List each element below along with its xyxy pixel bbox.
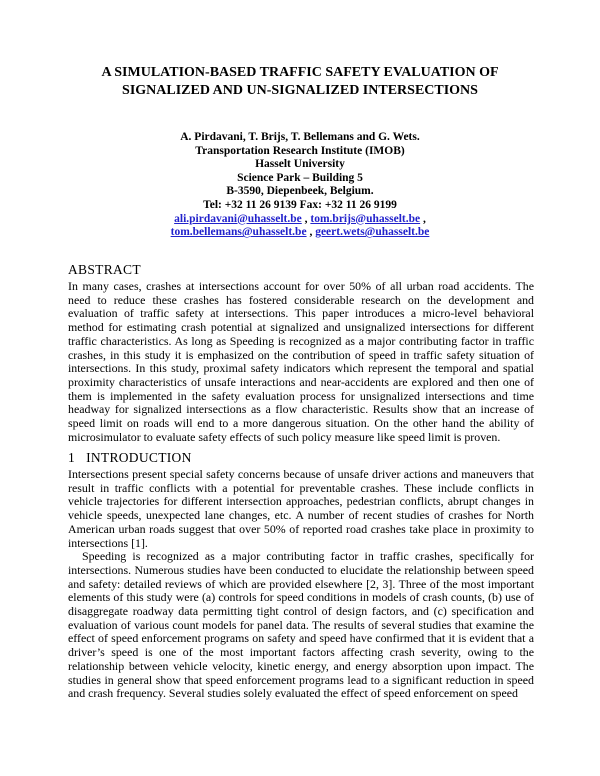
- introduction-heading: [68, 449, 534, 466]
- author-university: Hasselt University: [255, 158, 345, 171]
- abstract-heading: ABSTRACT: [68, 262, 141, 277]
- author-address-line2: B-3590, Diepenbeek, Belgium.: [226, 185, 374, 198]
- introduction-heading-label: INTRODUCTION: [86, 450, 192, 465]
- abstract-paragraph: In many cases, crashes at intersections account for over 50% of all urban road accidents. The need to reduce these crashes has fostered considerable research on the development and evaluation of traffic safety at intersections. This paper introduces a micro-level behavioral method for estimating crash potential at signalized and unsignalized intersections for different traffic characteristics. As long as Speeding is recognized as a major contributing factor in traffic crashes, in this study it is emphasized on the contribution of speed in traffic safety situation of intersections. In this study, proximal safety indicators which represent the temporal and spatial proximity characteristics of unsafe interactions and near-accidents are explored and then one of them is implemented in the safety evaluation process for unsignalized intersections and time headway for signalized intersections as a flow characteristic. Results show that an increase of speed limit on roads will end to a more dangerous situation. On the other hand the ability of microsimulator to evaluate safety effects of such policy measure like speed limit is proven.: [68, 279, 534, 444]
- author-block: [50, 131, 550, 240]
- email-link-wets[interactable]: geert.wets@uhasselt.be: [315, 226, 430, 239]
- introduction-heading-number: 1: [68, 450, 76, 465]
- paper-title-line2: SIGNALIZED AND UN-SIGNALIZED INTERSECTIONS: [122, 83, 478, 98]
- email-link-brijs[interactable]: tom.brijs@uhasselt.be: [310, 212, 421, 225]
- author-institute: Transportation Research Institute (IMOB): [195, 144, 405, 157]
- introduction-paragraph-2: Speeding is recognized as a major contributing factor in traffic crashes, specifically for intersections. Numerous studies have been conducted to elucidate the relationship between speed and safety: detailed reviews of which are provided elsewhere [2, 3]. Three of the most important elements of this study were (a) controls for speed conditions in models of crash counts, (b) use of disaggregate roadway data permitting tight control of design factors, and (c) specification and evaluation of various count models for panel data. The results of several studies that examine the effect of speed enforcement programs on safety and speed have confirmed that it is evident that a driver’s speed is one of the most important factors affecting crash severity, owing to the relationship between vehicle velocity, kinetic energy, and energy absorption upon impact. The studies in general show that speed enforcement programs lead to a significant reduction in speed and crash frequency. Several studies solely evaluated the effect of speed enforcement on speed: [68, 549, 534, 701]
- author-address-line1: Science Park – Building 5: [237, 171, 363, 184]
- introduction-paragraph-1: Intersections present special safety concerns because of unsafe driver actions and maneuvers that result in traffic conflicts with a potential for preventable crashes. These include conflicts in vehicle trajectories for different intersection approaches, pedestrian conflicts, abrupt changes in vehicle speeds, unexpected lane changes, etc. A number of recent studies of crashes for North American urban roads suggest that over 50% of reported road crashes take place in proximity to intersections [1].: [68, 467, 534, 550]
- paper-title-line1: A SIMULATION-BASED TRAFFIC SAFETY EVALUATION OF: [101, 65, 499, 80]
- author-emails-line1: [50, 213, 550, 227]
- introduction-section: [68, 449, 534, 701]
- author-names: A. Pirdavani, T. Brijs, T. Bellemans and G. Wets.: [180, 131, 420, 143]
- author-emails-line2: [50, 226, 550, 240]
- email-separator: ,: [306, 226, 316, 239]
- email-link-bellemans[interactable]: tom.bellemans@uhasselt.be: [170, 226, 307, 239]
- paper-title: [50, 64, 550, 100]
- author-contact: Tel: +32 11 26 9139 Fax: +32 11 26 9199: [203, 198, 397, 211]
- email-link-pirdavani[interactable]: ali.pirdavani@uhasselt.be: [174, 212, 302, 225]
- email-separator: ,: [420, 212, 426, 225]
- abstract-section: [68, 261, 534, 444]
- email-separator: ,: [301, 212, 311, 225]
